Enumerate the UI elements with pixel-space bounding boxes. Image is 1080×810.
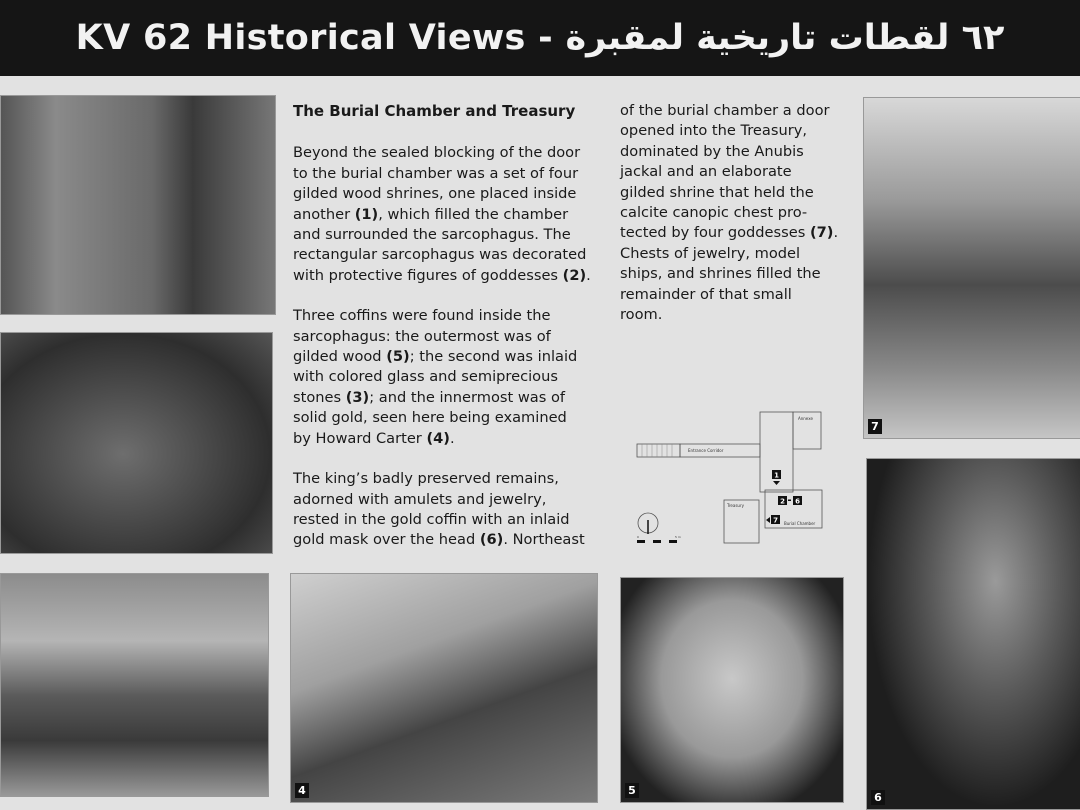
text-line: and surrounded the sarcophagus. The: [293, 226, 571, 244]
text-line: gilded wood (5); the second was inlaid: [293, 348, 578, 366]
text-line: solid gold, seen here being examined: [293, 409, 567, 427]
text-line: Three coffins were found inside the: [293, 307, 551, 325]
map-label-treasury: Treasury: [727, 503, 744, 508]
text-line: another (1), which filled the chamber: [293, 205, 569, 223]
paragraph: [293, 306, 603, 449]
map-label-burial: Burial Chamber: [784, 521, 816, 526]
text-line: ships, and shrines filled the: [620, 265, 821, 283]
text-line: with colored glass and semiprecious: [293, 368, 558, 386]
text-line: Chests of jewelry, model: [620, 244, 801, 262]
text-column-1: [293, 101, 603, 571]
photo-gilded-coffin: [620, 577, 844, 803]
text-line: opened into the Treasury,: [620, 122, 807, 140]
scale-max: 5 m: [675, 535, 681, 539]
photo-number-badge: 5: [625, 783, 639, 798]
text-line: sarcophagus: the outermost was of: [293, 327, 551, 345]
header-banner: [0, 0, 1080, 76]
photo-howard-carter: [290, 573, 598, 803]
photo-shrine: [0, 95, 276, 315]
text-column-2: [620, 101, 845, 345]
photo-number-badge: 7: [868, 419, 882, 434]
paragraph: [620, 101, 845, 325]
text-line: jackal and an elaborate: [620, 163, 792, 181]
photo-sarcophagus: [0, 332, 273, 554]
text-line: adorned with amulets and jewelry,: [293, 490, 547, 508]
text-line: stones (3); and the innermost was of: [293, 388, 566, 406]
text-line: calcite canopic chest pro-: [620, 204, 808, 222]
photo-number-badge: 4: [295, 783, 309, 798]
text-line: gold mask over the head (6). Northeast: [293, 531, 585, 549]
text-line: room.: [620, 306, 663, 324]
paragraph: [293, 143, 603, 286]
text-line: dominated by the Anubis: [620, 142, 804, 160]
text-line: rested in the gold coffin with an inlaid: [293, 510, 570, 528]
section-heading: The Burial Chamber and Treasury: [293, 102, 576, 120]
text-line: by Howard Carter (4).: [293, 429, 455, 447]
map-marker-6: 6: [795, 497, 800, 506]
tomb-plan-map: [632, 408, 832, 548]
photo-outer-coffin: [0, 573, 269, 797]
page-title: KV 62 Historical Views - ٦٢ لقطات تاريخية لمقبرة: [75, 18, 1005, 58]
text-line: tected by four goddesses (7).: [620, 224, 839, 242]
text-line: gilded shrine that held the: [620, 183, 814, 201]
photo-number-badge: 6: [871, 790, 885, 805]
map-label-entrance: Entrance Corridor: [688, 448, 724, 453]
text-line: Beyond the sealed blocking of the door: [293, 144, 581, 162]
map-marker-7: 7: [773, 516, 778, 525]
text-line: The king’s badly preserved remains,: [293, 470, 559, 488]
text-line: with protective figures of goddesses (2).: [293, 266, 591, 284]
text-line: rectangular sarcophagus was decorated: [293, 246, 587, 264]
text-line: gilded wood shrines, one placed inside: [293, 185, 577, 203]
text-line: of the burial chamber a door: [620, 102, 830, 119]
text-line: remainder of that small: [620, 285, 792, 303]
scale-zero: 0: [637, 535, 639, 539]
paragraph: [293, 469, 603, 551]
photo-gold-mask: [866, 458, 1080, 810]
photo-treasury: [863, 97, 1080, 439]
map-marker-1: 1: [774, 471, 779, 480]
map-label-annexe: Annexe: [798, 416, 813, 421]
text-line: to the burial chamber was a set of four: [293, 164, 579, 182]
map-marker-2: 2: [780, 497, 785, 506]
